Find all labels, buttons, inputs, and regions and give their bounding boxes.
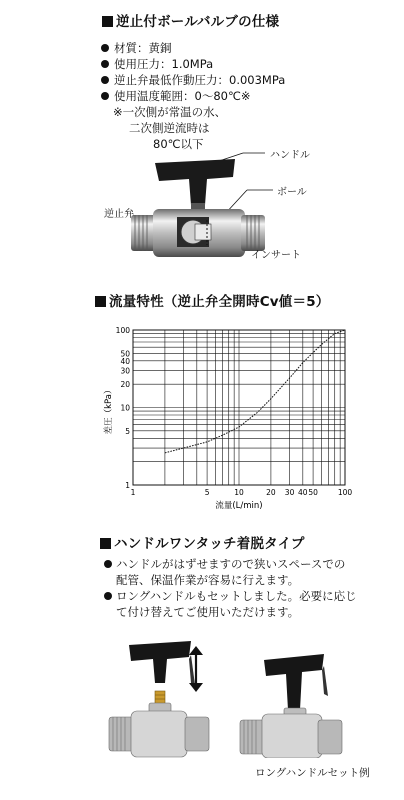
y-tick-label: 40 — [120, 356, 130, 366]
heading-square-icon — [95, 296, 106, 307]
spec-item: 使用温度範囲：0～80℃※ — [101, 88, 285, 104]
handle-paragraph-2: ロングハンドルもセットしました。必要に応じ て付け替えてご使用いただけます。 — [104, 588, 404, 620]
handle-shape — [155, 159, 235, 205]
y-tick-labels — [116, 326, 131, 490]
x-tick-label: 30 — [284, 488, 295, 497]
spec-note-line-2: 二次側逆流時は — [129, 121, 210, 135]
x-axis-label: 流量(L/min) — [215, 501, 263, 510]
spec-note-line-1: ※一次側が常温の水、 — [113, 105, 227, 119]
spec-heading: 逆止付ボールバルブの仕様 — [102, 10, 279, 30]
x-tick-label: 50 — [308, 488, 318, 497]
y-tick-label: 1 — [125, 481, 130, 490]
x-tick-label: 1 — [130, 488, 136, 497]
spec-item: 材質：黄銅 — [101, 40, 285, 56]
spec-item: 逆止弁最低作動圧力：0.003MPa — [101, 72, 285, 88]
flow-heading: 流量特性（逆止弁全開時Cv値＝5） — [95, 290, 330, 310]
bullet-icon — [104, 560, 112, 568]
y-tick-label: 10 — [120, 403, 130, 413]
bullet-icon — [101, 76, 109, 84]
y-tick-label: 50 — [120, 349, 130, 359]
flow-chart — [95, 320, 355, 510]
long-handle-caption: ロングハンドルセット例 — [255, 767, 370, 779]
x-tick-label: 100 — [337, 488, 353, 497]
heading-square-icon — [100, 538, 111, 549]
label-insert: インサート — [251, 250, 301, 261]
x-tick-labels — [131, 488, 353, 497]
spec-note-line-3: 80℃以下 — [153, 137, 204, 151]
label-ball: ボール — [277, 187, 307, 198]
bullet-icon — [104, 592, 112, 600]
bullet-icon — [101, 60, 109, 68]
long-handle-valve-illustration — [236, 648, 348, 758]
handle-shape — [129, 641, 191, 683]
label-handle: ハンドル — [270, 150, 310, 161]
series-line — [165, 330, 345, 453]
spec-item: 使用圧力：1.0MPa — [101, 56, 285, 72]
spec-list — [101, 40, 285, 104]
bullet-icon — [101, 92, 109, 100]
x-tick-label: 40 — [298, 488, 308, 497]
y-tick-label: 20 — [120, 380, 130, 390]
handle-paragraph-1: ハンドルがはずせますので狭いスペースでの 配管、保温作業が容易に行えます。 — [104, 556, 404, 588]
x-tick-label: 10 — [234, 488, 244, 497]
heading-square-icon — [102, 16, 113, 27]
y-tick-label: 100 — [115, 326, 130, 335]
x-tick-label: 20 — [266, 488, 276, 497]
y-tick-label: 5 — [125, 426, 130, 436]
chart-grid — [133, 330, 345, 485]
y-axis-label: 差圧（kPa） — [104, 385, 114, 435]
bullet-icon — [101, 44, 109, 52]
long-handle-shape — [264, 654, 324, 710]
label-check-valve: 逆止弁 — [104, 209, 134, 220]
handle-heading: ハンドルワンタッチ着脱タイプ — [100, 532, 305, 552]
y-tick-label: 30 — [120, 366, 130, 376]
x-tick-label: 5 — [204, 488, 210, 497]
up-down-arrow-icon — [186, 645, 206, 693]
